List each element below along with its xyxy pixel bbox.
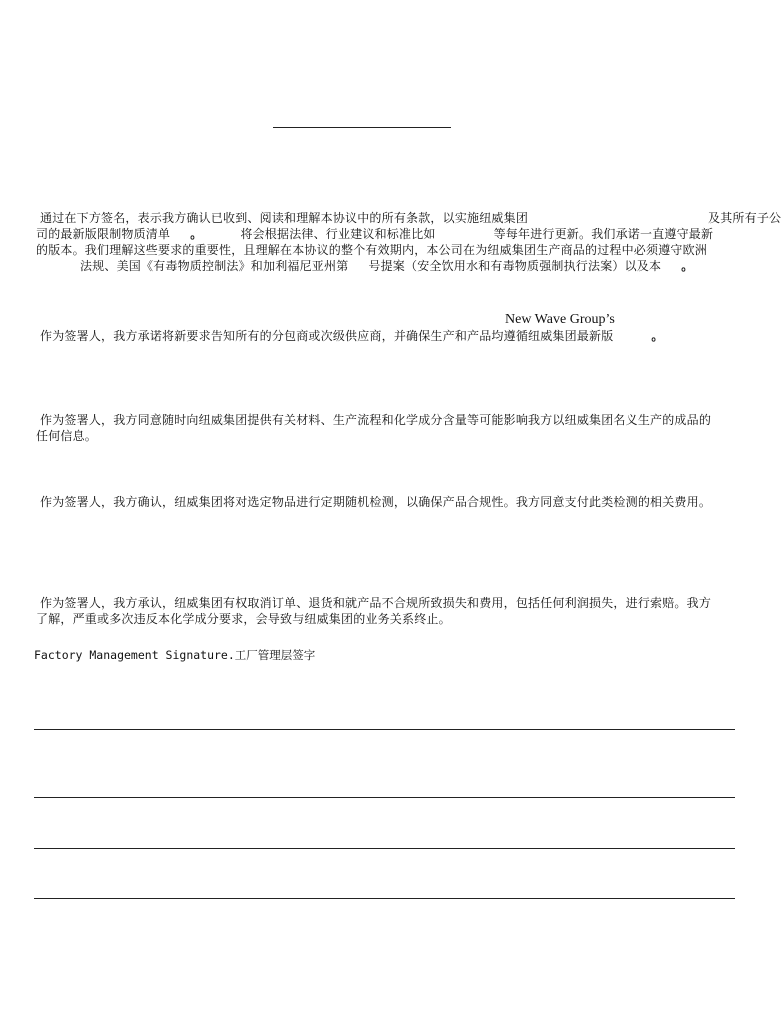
signature-label: Factory Management Signature.工厂管理层签字 [34,648,316,662]
paragraph-line: 通过在下方签名，表示我方确认已收到、阅读和理解本协议中的所有条款，以实施纽威集团 及其所有子公 [40,211,781,225]
paragraph-line: 了解，严重或多次违反本化学成分要求，会导致与纽威集团的业务关系终止。 [36,612,451,626]
paragraph-line: 作为签署人，我方承诺将新要求告知所有的分包商或次级供应商，并确保生产和产品均遵循纽威集团最新版 。 [40,329,664,343]
paragraph-line: 作为签署人，我方同意随时向纽威集团提供有关材料、生产流程和化学成分含量等可能影响我方以纽威集团名义生产的成品的 [40,413,712,427]
paragraph-line: 任何信息。 [36,429,98,443]
subcontractor-paragraph [36,328,736,344]
paragraph-line: 的版本。我们理解这些要求的重要性，且理解在本协议的整个有效期内，本公司在为纽威集团生产商品的过程中必须遵守欧洲 [36,243,708,257]
signature-line[interactable] [34,729,735,730]
new-wave-group-label: New Wave Group’s [505,312,615,327]
paragraph-line: 司的最新版限制物质清单 。 将会根据法律、行业建议和标准比如 等每年进行更新。我们承诺一直遵守最新 [36,227,714,241]
information-paragraph [36,412,736,444]
paragraph-line: 作为签署人，我方确认，纽威集团将对选定物品进行定期随机检测，以确保产品合规性。我方同意支付此类检测的相关费用。 [40,495,712,509]
termination-paragraph [36,595,736,627]
testing-paragraph [36,494,736,510]
acknowledgement-paragraph [36,210,781,274]
title-underline [273,127,451,128]
signature-line[interactable] [34,848,735,849]
signature-line[interactable] [34,797,735,798]
paragraph-line: 法规、美国《有毒物质控制法》和加利福尼亚州第 号提案（安全饮用水和有毒物质强制执行法案）以及本 。 [80,259,694,273]
paragraph-line: 作为签署人，我方承认，纽威集团有权取消订单、退货和就产品不合规所致损失和费用，包括任何利润损失，进行索赔。我方 [40,596,712,610]
signature-line[interactable] [34,898,735,899]
